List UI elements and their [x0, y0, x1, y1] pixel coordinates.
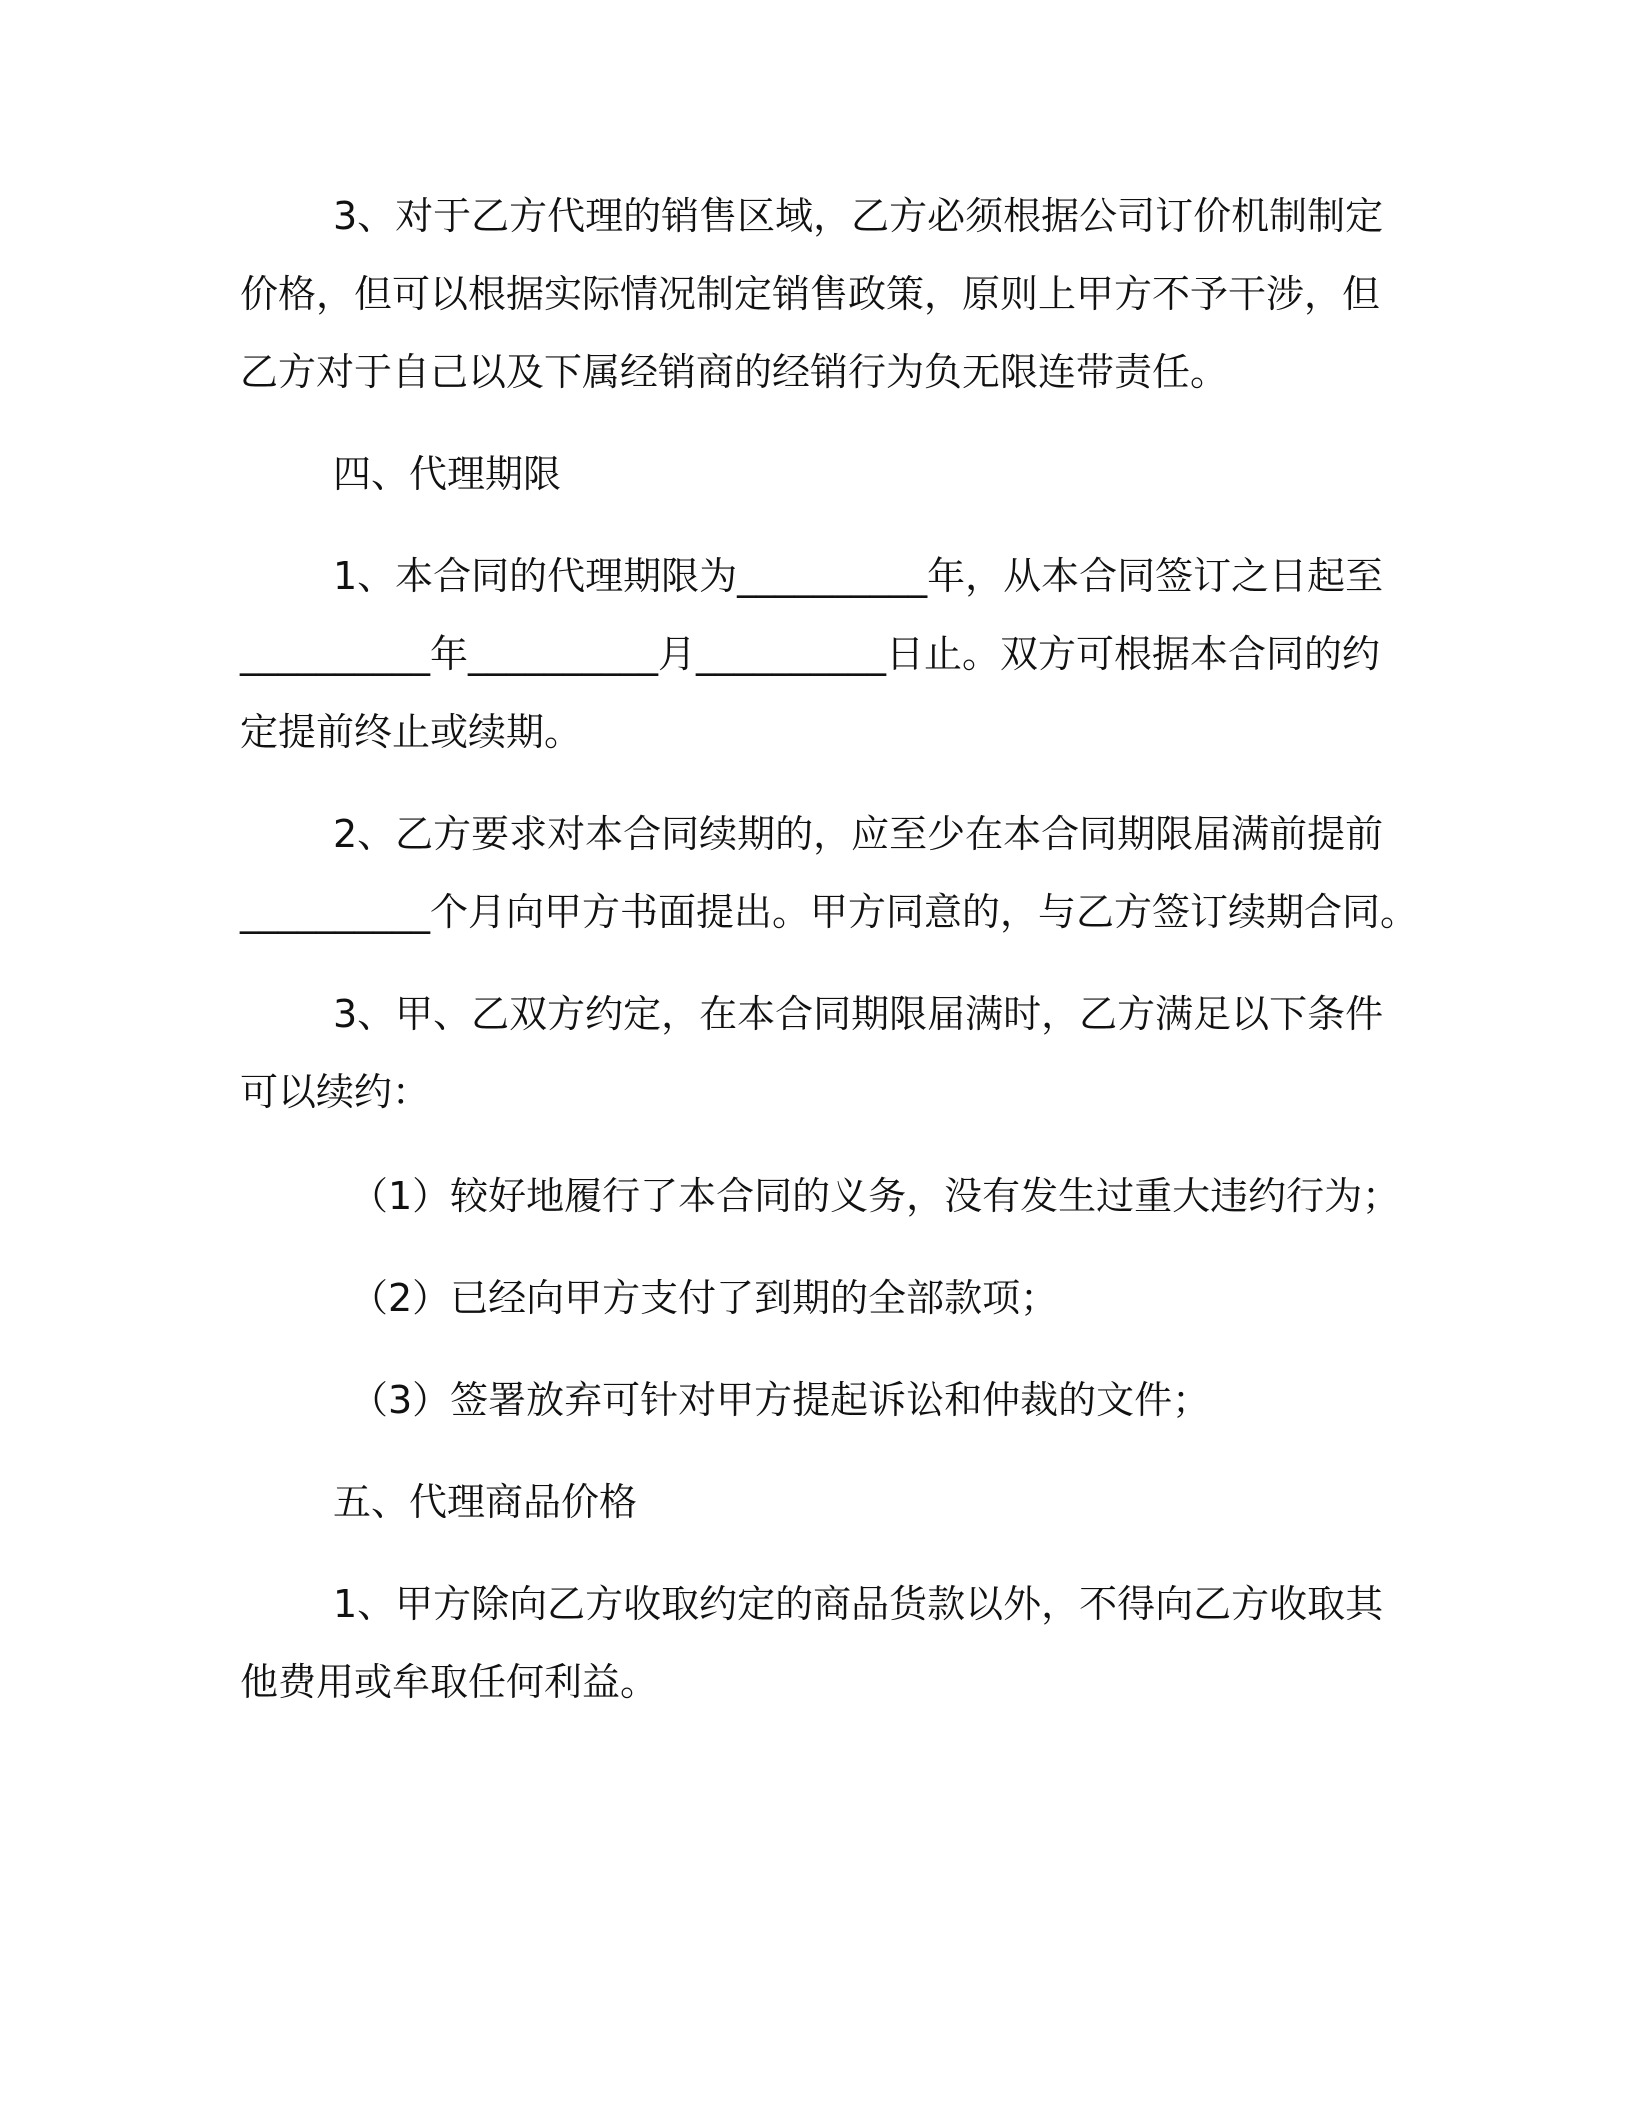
paragraph-line: 他费用或牟取任何利益。: [240, 1660, 659, 1704]
list-item: （3）签署放弃可针对甲方提起诉讼和仲裁的文件；: [350, 1378, 1211, 1422]
section-heading: 五、代理商品价格: [333, 1480, 638, 1524]
paragraph-line: 1、甲方除向乙方收取约定的商品货款以外，不得向乙方收取其: [333, 1582, 1384, 1626]
paragraph-line: 1、本合同的代理期限为__________年，从本合同签订之日起至: [333, 554, 1384, 598]
list-item: （2）已经向甲方支付了到期的全部款项；: [350, 1276, 1059, 1320]
section-heading: 四、代理期限: [333, 452, 562, 496]
paragraph-line: 2、乙方要求对本合同续期的，应至少在本合同期限届满前提前: [333, 812, 1384, 856]
paragraph-line: 定提前终止或续期。: [240, 710, 583, 754]
paragraph-line: 价格，但可以根据实际情况制定销售政策，原则上甲方不予干涉，但: [240, 272, 1381, 316]
paragraph-line: 可以续约：: [240, 1070, 431, 1114]
paragraph-line: 3、对于乙方代理的销售区域，乙方必须根据公司订价机制制定: [333, 194, 1384, 238]
paragraph-line: __________年__________月__________日止。双方可根据本合同的约: [240, 632, 1381, 676]
list-item: （1）较好地履行了本合同的义务，没有发生过重大违约行为；: [350, 1174, 1401, 1218]
paragraph-line: 3、甲、乙双方约定，在本合同期限届满时，乙方满足以下条件: [333, 992, 1384, 1036]
paragraph-line: 乙方对于自己以及下属经销商的经销行为负无限连带责任。: [240, 350, 1229, 394]
paragraph-line: __________个月向甲方书面提出。甲方同意的，与乙方签订续期合同。: [240, 890, 1419, 934]
